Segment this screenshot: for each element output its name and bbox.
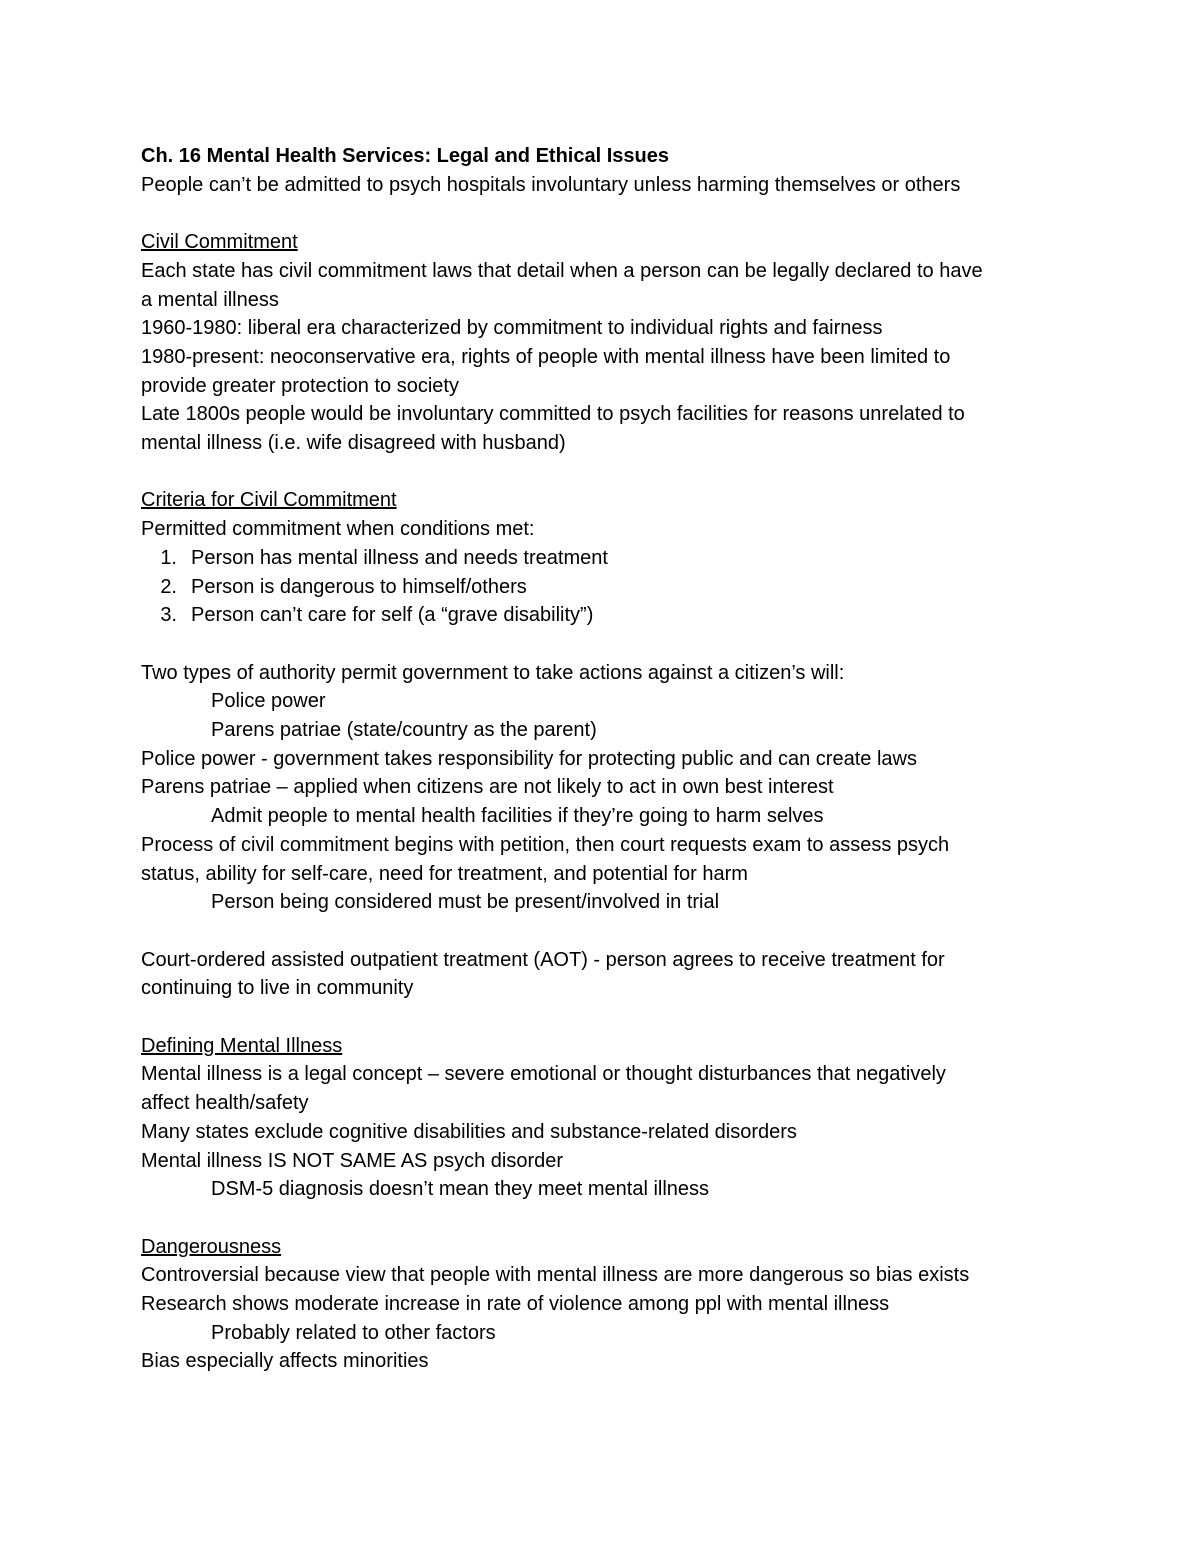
- dangerousness-text: Controversial because view that people with mental illness are more dangerous so bias exists: [141, 1264, 970, 1287]
- list-item-text: Person has mental illness and needs treatment: [191, 546, 608, 569]
- spacer: [141, 917, 1071, 946]
- dangerousness-heading: Dangerousness: [141, 1235, 282, 1258]
- criteria-heading: Criteria for Civil Commitment: [141, 489, 397, 512]
- list-item-text: Person can’t care for self (a “grave disability”): [191, 604, 594, 627]
- list-number: 3.: [160, 604, 177, 627]
- dangerousness-sub: Probably related to other factors: [211, 1321, 496, 1344]
- dangerousness-text: Research shows moderate increase in rate of violence among ppl with mental illness: [141, 1293, 890, 1316]
- civil-commitment-line: provide greater protection to society: [141, 374, 459, 397]
- process-text: Process of civil commitment begins with petition, then court requests exam to assess psych: [141, 833, 950, 856]
- aot-text: Court-ordered assisted outpatient treatment (AOT) - person agrees to receive treatment for: [141, 948, 945, 971]
- criteria-list-item: [141, 601, 1071, 630]
- list-number: 1.: [160, 546, 177, 569]
- spacer: [141, 458, 1071, 487]
- document-body: [141, 142, 1071, 1376]
- civil-commitment-heading: Civil Commitment: [141, 231, 298, 254]
- aot-text: continuing to live in community: [141, 977, 414, 1000]
- spacer: [141, 199, 1071, 228]
- spacer: [141, 1204, 1071, 1233]
- criteria-list-item: [141, 544, 1071, 573]
- intro-text: People can’t be admitted to psych hospitals involuntary unless harming themselves or others: [141, 173, 961, 196]
- criteria-intro: Permitted commitment when conditions met:: [141, 518, 535, 541]
- authority-intro: Two types of authority permit government to take actions against a citizen’s will:: [141, 661, 845, 684]
- defining-text: Many states exclude cognitive disabilities and substance-related disorders: [141, 1120, 797, 1143]
- parens-patriae-sub: Admit people to mental health facilities if they’re going to harm selves: [211, 805, 824, 828]
- defining-text: Mental illness is a legal concept – severe emotional or thought disturbances that negatively: [141, 1063, 946, 1086]
- spacer: [141, 630, 1071, 659]
- police-power-text: Police power - government takes responsibility for protecting public and can create laws: [141, 747, 917, 770]
- authority-type: Police power: [211, 690, 326, 713]
- list-item-text: Person is dangerous to himself/others: [191, 575, 527, 598]
- spacer: [141, 1003, 1071, 1032]
- criteria-list-item: [141, 573, 1071, 602]
- process-sub: Person being considered must be present/involved in trial: [211, 891, 720, 914]
- civil-commitment-line: Late 1800s people would be involuntary committed to psych facilities for reasons unrelated to: [141, 403, 965, 426]
- page-title: Ch. 16 Mental Health Services: Legal and Ethical Issues: [141, 145, 669, 167]
- defining-sub: DSM-5 diagnosis doesn’t mean they meet mental illness: [211, 1178, 710, 1201]
- civil-commitment-line: 1960-1980: liberal era characterized by commitment to individual rights and fairness: [141, 317, 883, 340]
- authority-type: Parens patriae (state/country as the parent): [211, 719, 597, 742]
- parens-patriae-text: Parens patriae – applied when citizens are not likely to act in own best interest: [141, 776, 834, 799]
- dangerousness-text: Bias especially affects minorities: [141, 1350, 429, 1373]
- defining-text: Mental illness IS NOT SAME AS psych disorder: [141, 1149, 564, 1172]
- civil-commitment-line: Each state has civil commitment laws that detail when a person can be legally declared to have: [141, 259, 983, 282]
- civil-commitment-line: 1980-present: neoconservative era, rights of people with mental illness have been limited to: [141, 345, 951, 368]
- process-text: status, ability for self-care, need for treatment, and potential for harm: [141, 862, 748, 885]
- list-number: 2.: [160, 575, 177, 598]
- civil-commitment-line: mental illness (i.e. wife disagreed with husband): [141, 432, 566, 455]
- defining-heading: Defining Mental Illness: [141, 1034, 343, 1057]
- civil-commitment-line: a mental illness: [141, 288, 279, 311]
- defining-text: affect health/safety: [141, 1092, 309, 1115]
